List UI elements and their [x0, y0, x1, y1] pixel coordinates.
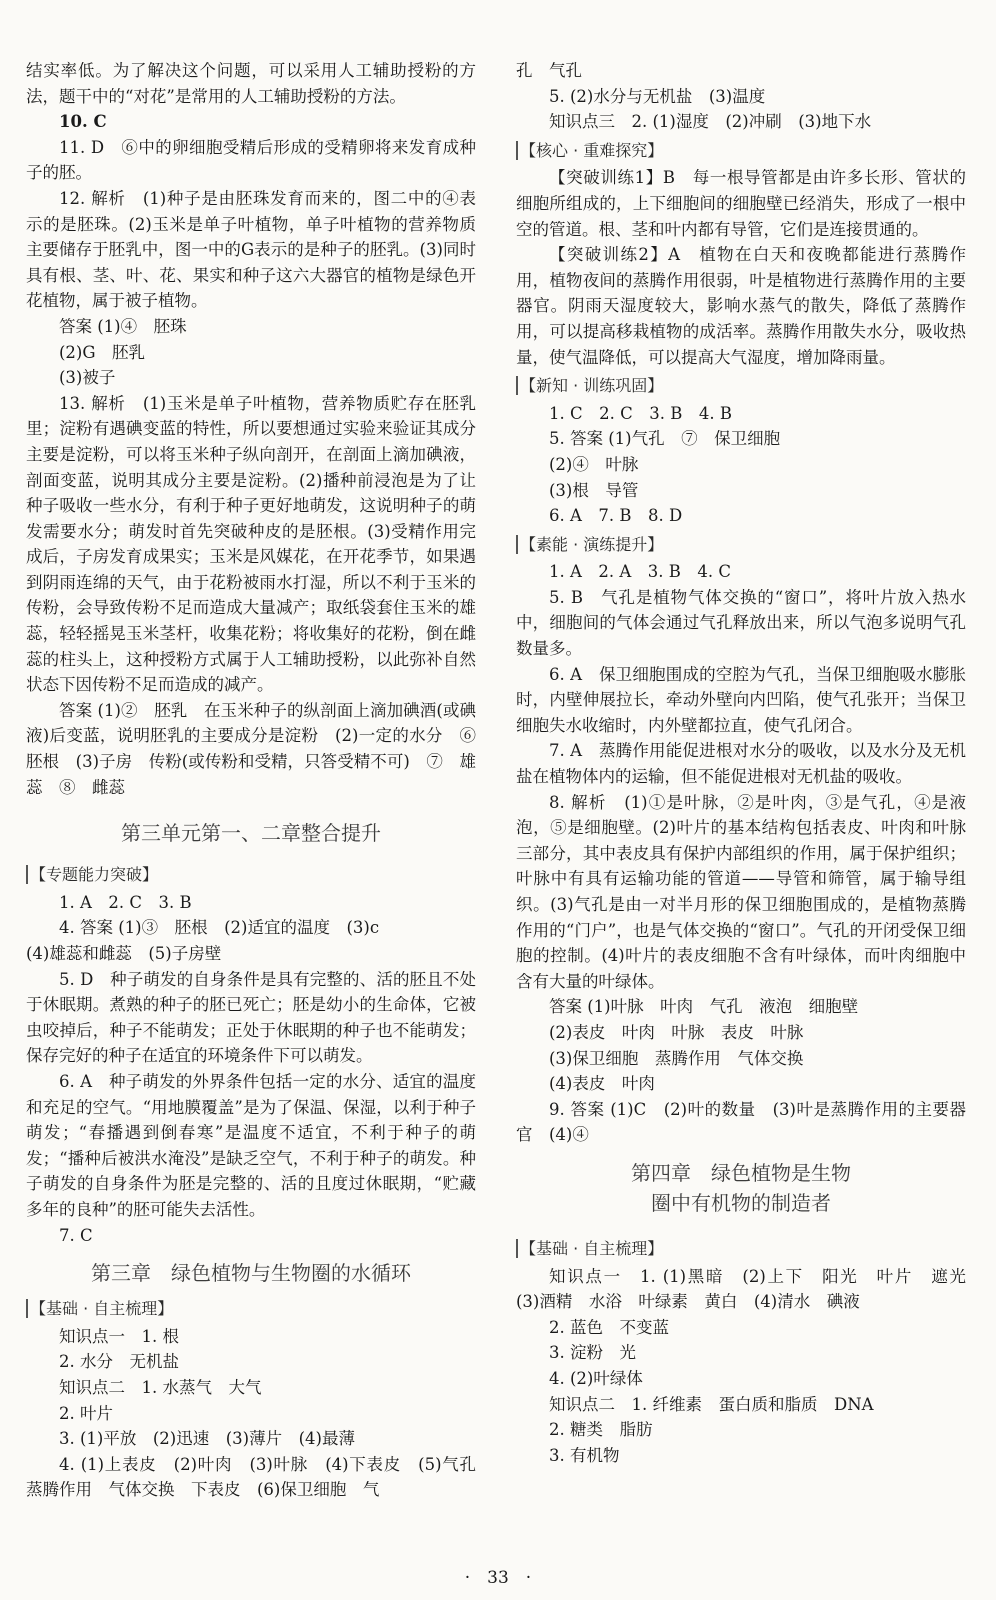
kp4-1: 知识点一 1. (1)黑暗 (2)上下 阳光 叶片 遮光 (3)酒精 水浴 叶绿素 黄白 (4)清水 碘液	[516, 1266, 983, 1312]
answer-12-a1: 答案 (1)④ 胚珠	[59, 316, 187, 336]
r5: 5. (2)水分与无机盐 (3)温度	[549, 86, 766, 106]
new-1-4: 1. C 2. C 3. B 4. B	[549, 403, 732, 423]
breakthrough-2: 【突破训练2】A 植物在白天和夜晚都能进行蒸腾作用，植物夜间的蒸腾作用很弱，叶是植物进行蒸腾作用的主要器官。阴雨天湿度较大，影响水蒸气的散失，降低了蒸腾作用，可以提高移栽植物的成活率。蒸腾作用散失水分，吸收热量，使气温降低，可以提高大气湿度，增加降雨量。	[516, 245, 966, 367]
kp4-4: 4. (2)叶绿体	[549, 1368, 643, 1388]
section-bar-basic-2: 【基础 · 自主梳理】	[516, 1236, 966, 1262]
skill-1-4: 1. A 2. A 3. B 4. C	[549, 562, 732, 582]
chapter-3-title: 第三章 绿色植物与生物圈的水循环	[91, 1261, 411, 1286]
continued-line: 孔 气孔	[516, 61, 582, 80]
skill-9: 9. 答案 (1)C (2)叶的数量 (3)叶是蒸腾作用的主要器官 (4)④	[516, 1099, 966, 1145]
section-bar-basic: 【基础 · 自主梳理】	[26, 1296, 476, 1322]
chapter-4-title-line2: 圈中有机物的制造者	[651, 1190, 831, 1215]
skill-8-a3: (3)保卫细胞 蒸腾作用 气体交换	[549, 1048, 804, 1068]
chapter-4-title	[516, 1158, 966, 1218]
new-5b: (2)④ 叶脉	[549, 454, 639, 474]
answer-13: 13. 解析 (1)玉米是单子叶植物，营养物质贮存在胚乳里；淀粉有遇碘变蓝的特性，所以要想通过实验来验证其成分主要是淀粉，可以将玉米种子纵向剖开，在剖面上滴加碘液，剖面变蓝，说明其成分主要是淀粉。(2)播种前浸泡是为了让种子吸收一些水分，有利于种子更好地萌发，这说明种子的萌发需要水分；萌发时首先突破种皮的是胚根。(3)受精作用完成后，子房发育成果实；玉米是风媒花，在开花季节，如果遇到阴雨连绵的天气，由于花粉被雨水打湿，所以不利于玉米的传粉，会导致传粉不足而造成大量减产；取纸袋套住玉米的雄蕊，轻轻摇晃玉米茎杆，收集花粉；将收集好的花粉，倒在雌蕊的柱头上，这种授粉方式属于人工辅助授粉，以此弥补自然状态下因传粉不足而造成的减产。	[26, 393, 476, 695]
section-bar-new: 【新知 · 训练巩固】	[516, 373, 966, 399]
kp2d: 4. (1)上表皮 (2)叶肉 (3)叶脉 (4)下表皮 (5)气孔 蒸腾作用 气体交换 下表皮 (6)保卫细胞 气	[26, 1454, 493, 1500]
special-4: 4. 答案 (1)③ 胚根 (2)适宜的温度 (3)c	[59, 918, 380, 938]
new-5c: (3)根 导管	[549, 480, 639, 500]
section-bar-core: 【核心 · 重难探究】	[516, 138, 966, 164]
left-column	[26, 58, 493, 1503]
kp5-1: 知识点二 1. 纤维素 蛋白质和脂质 DNA	[549, 1394, 874, 1414]
continued-paragraph: 结实率低。为了解决这个问题，可以采用人工辅助授粉的方法，题干中的“对花”是常用的人工辅助授粉的方法。	[26, 61, 476, 106]
special-6: 6. A 种子萌发的外界条件包括一定的水分、适宜的温度和充足的空气。“用地膜覆盖”是为了保温、保湿，以利于种子萌发；“春播遇到倒春寒”是温度不适宜，不利于种子的萌发；“播种后被洪水淹没”是缺乏空气，不利于种子的萌发。种子萌发的自身条件为胚是完整的、活的且度过休眠期，“贮藏多年的良种”的胚可能失去活性。	[26, 1071, 476, 1219]
special-4b: (4)雄蕊和雌蕊 (5)子房壁	[26, 944, 222, 963]
page-number: · 33 ·	[464, 1568, 532, 1588]
answer-13-key: 答案 (1)② 胚乳 在玉米种子的纵剖面上滴加碘酒(或碘液)后变蓝，说明胚乳的主要成分是淀粉 (2)一定的水分 ⑥ 胚根 (3)子房 传粉(或传粉和受精，只答受精不可) ⑦ 雄蕊 ⑧ 雌蕊	[26, 700, 493, 797]
answer-10: 10. C	[59, 112, 107, 132]
kp2b: 2. 叶片	[59, 1403, 113, 1423]
chapter-4-title-line1: 第四章 绿色植物是生物	[631, 1160, 851, 1185]
kp2c: 3. (1)平放 (2)迅速 (3)薄片 (4)最薄	[59, 1429, 355, 1449]
breakthrough-1: 【突破训练1】B 每一根导管都是由许多长形、管状的细胞所组成的，上下细胞间的细胞壁已经消失，形成了一根中空的管道。根、茎和叶内都有导管，它们是连接贯通的。	[516, 168, 966, 239]
answer-12-a2: (2)G 胚乳	[59, 342, 146, 362]
special-7: 7. C	[59, 1225, 93, 1245]
right-column	[516, 58, 983, 1468]
skill-8: 8. 解析 (1)①是叶脉，②是叶肉，③是气孔，④是液泡，⑤是细胞壁。(2)叶片的基本结构包括表皮、叶肉和叶脉三部分，其中表皮具有保护内部组织的作用，属于保护组织；叶脉中有具有运输功能的管道——导管和筛管，属于输导组织。(3)气孔是由一对半月形的保卫细胞围成的，是植物蒸腾作用的“门户”，也是气体交换的“窗口”。气孔的开闭受保卫细胞的控制。(4)叶片的表皮细胞不含有叶绿体，而叶肉细胞中含有大量的叶绿体。	[516, 792, 966, 991]
kp4-3: 3. 淀粉 光	[549, 1343, 636, 1363]
kp4-2: 2. 蓝色 不变蓝	[549, 1317, 669, 1337]
new-6-8: 6. A 7. B 8. D	[549, 506, 683, 526]
skill-5: 5. B 气孔是植物气体交换的“窗口”，将叶片放入热水中，细胞间的气体会通过气孔释放出来，所以气泡多说明气孔数量多。	[516, 587, 966, 659]
kp1b: 2. 水分 无机盐	[59, 1352, 179, 1372]
section-bar-special: 【专题能力突破】	[26, 862, 476, 888]
unit-title: 第三单元第一、二章整合提升	[121, 821, 381, 846]
answer-12-a3: (3)被子	[59, 368, 116, 388]
answer-12: 12. 解析 (1)种子是由胚珠发育而来的，图二中的④表示的是胚珠。(2)玉米是单子叶植物，单子叶植物的营养物质主要储存于胚乳中，图一中的G表示的是种子的胚乳。(3)同时具有根、茎、叶、花、果实和种子这六大器官的植物是绿色开花植物，属于被子植物。	[26, 188, 476, 311]
kp5-2: 2. 糖类 脂肪	[549, 1420, 653, 1440]
skill-6: 6. A 保卫细胞围成的空腔为气孔，当保卫细胞吸水膨胀时，内壁伸展拉长，牵动外壁向内凹陷，使气孔张开；当保卫细胞失水收缩时，内外壁都拉直，使气孔闭合。	[516, 664, 966, 735]
new-5: 5. 答案 (1)气孔 ⑦ 保卫细胞	[549, 429, 781, 449]
kp2: 知识点二 1. 水蒸气 大气	[59, 1377, 262, 1397]
skill-8-a2: (2)表皮 叶肉 叶脉 表皮 叶脉	[549, 1022, 804, 1042]
answer-11: 11. D ⑥中的卵细胞受精后形成的受精卵将来发育成种子的胚。	[26, 137, 476, 183]
skill-8-a1: 答案 (1)叶脉 叶肉 气孔 液泡 细胞壁	[549, 997, 859, 1017]
special-1-3: 1. A 2. C 3. B	[59, 892, 192, 912]
kp1: 知识点一 1. 根	[59, 1326, 179, 1346]
skill-7: 7. A 蒸腾作用能促进根对水分的吸收，以及水分及无机盐在植物体内的运输，但不能促进根对无机盐的吸收。	[516, 741, 966, 787]
skill-8-a4: (4)表皮 叶肉	[549, 1074, 655, 1094]
kp3: 知识点三 2. (1)湿度 (2)冲刷 (3)地下水	[549, 112, 872, 132]
section-bar-skill: 【素能 · 演练提升】	[516, 532, 966, 558]
special-5: 5. D 种子萌发的自身条件是具有完整的、活的胚且不处于休眠期。煮熟的种子的胚已死亡；胚是幼小的生命体，它被虫咬掉后，种子不能萌发；正处于休眠期的种子也不能萌发；保存完好的种子在适宜的环境条件下可以萌发。	[26, 969, 476, 1066]
kp5-3: 3. 有机物	[549, 1445, 620, 1465]
